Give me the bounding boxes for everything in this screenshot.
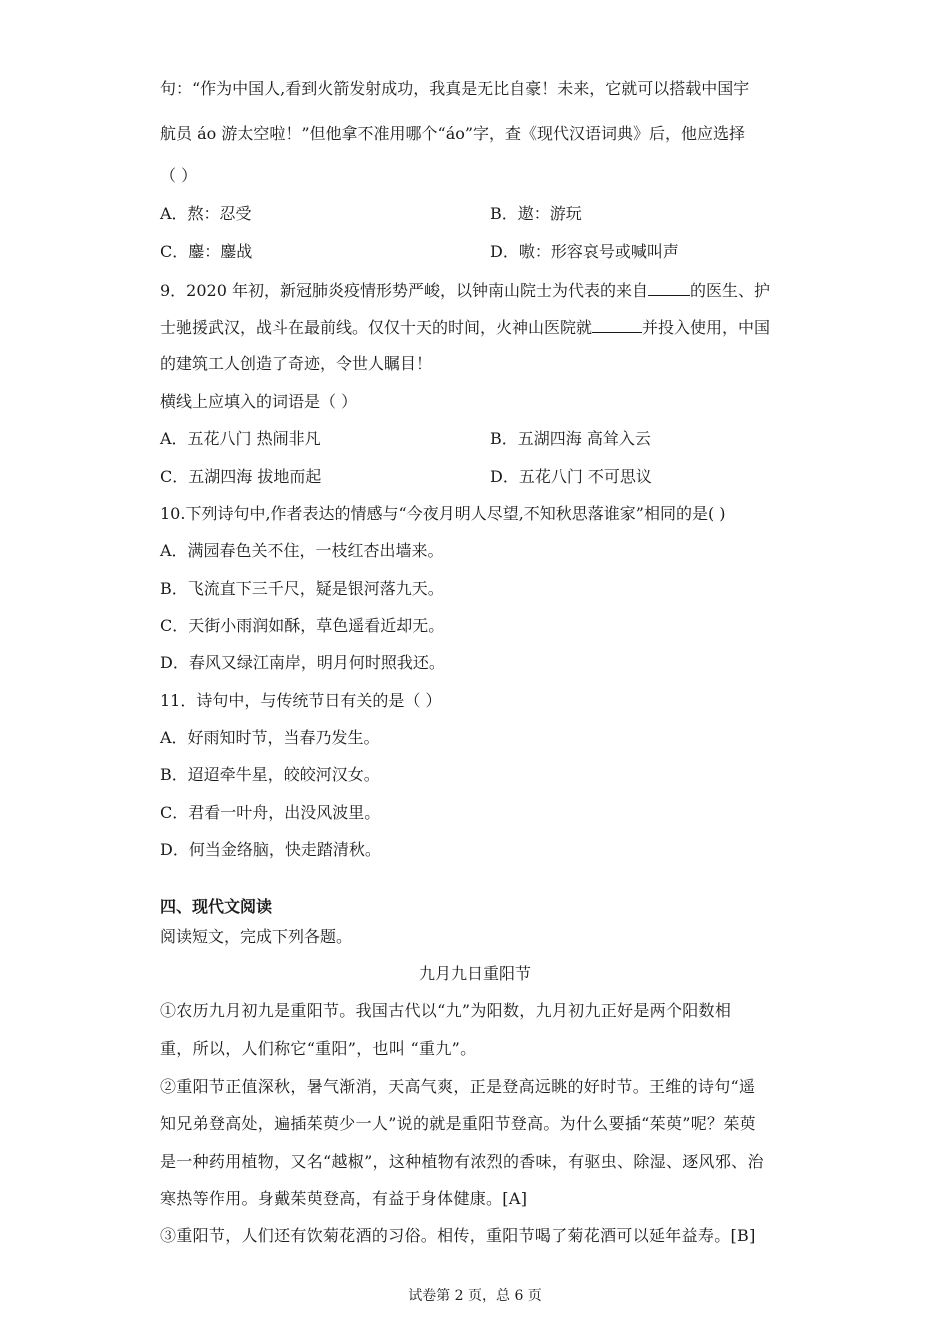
- q9-option-b: B．五湖四海 高耸入云: [490, 429, 651, 448]
- q8-option-c: C．鏖：鏖战: [160, 242, 253, 261]
- q8-line-2: 航员 áo 游太空啦！”但他拿不准用哪个“áo”字，查《现代汉语词典》后，他应选择: [160, 124, 746, 143]
- q11-option-d: D．何当金络脑，快走踏清秋。: [160, 840, 381, 859]
- q10-option-c: C．天街小雨润如酥，草色遥看近却无。: [160, 616, 445, 635]
- q9-option-a: A．五花八门 热闹非凡: [160, 429, 321, 448]
- q9-option-d: D．五花八门 不可思议: [490, 467, 652, 486]
- q9-line-1-text-a: 9．2020 年初，新冠肺炎疫情形势严峻，以钟南山院士为代表的来自: [160, 281, 648, 300]
- q8-line-1: 句：“作为中国人,看到火箭发射成功，我真是无比自豪！未来，它就可以搭载中国宇: [160, 79, 750, 98]
- passage-p2-line-2: 知兄弟登高处，遍插茱萸少一人”说的就是重阳节登高。为什么要插“茱萸”呢？茱萸: [160, 1114, 756, 1133]
- q9-blank-1: [648, 279, 690, 296]
- q11-option-b: B．迢迢牵牛星，皎皎河汉女。: [160, 765, 380, 784]
- q9-line-1-text-b: 的医生、护: [690, 281, 771, 300]
- passage-p3-line-1: ③重阳节，人们还有饮菊花酒的习俗。相传，重阳节喝了菊花酒可以延年益寿。[B]: [160, 1226, 756, 1245]
- q8-answer-paren: （ ）: [160, 166, 198, 185]
- q9-option-c: C．五湖四海 拔地而起: [160, 467, 322, 486]
- q11-option-a: A．好雨知时节，当春乃发生。: [160, 728, 380, 747]
- q9-blank-2: [592, 316, 642, 333]
- page-footer: 试卷第 2 页，总 6 页: [408, 1288, 542, 1304]
- q10-option-a: A．满园春色关不住，一枝红杏出墙来。: [160, 541, 444, 560]
- section-heading: 四、现代文阅读: [160, 897, 273, 916]
- q10-stem: 10.下列诗句中,作者表达的情感与“今夜月明人尽望,不知秋思落谁家”相同的是( ): [160, 504, 726, 523]
- passage-p2-line-3: 是一种药用植物，又名“越椒”，这种植物有浓烈的香味，有驱虫、除湿、逐风邪、治: [160, 1152, 764, 1171]
- q9-line-4: 横线上应填入的词语是（ ）: [160, 392, 358, 411]
- passage-p1-line-1: ①农历九月初九是重阳节。我国古代以“九”为阳数，九月初九正好是两个阳数相: [160, 1001, 732, 1020]
- passage-title: 九月九日重阳节: [418, 964, 531, 983]
- passage-p2-line-4: 寒热等作用。身戴茱萸登高，有益于身体健康。[A]: [160, 1189, 528, 1208]
- q9-line-1: [160, 279, 770, 302]
- q8-option-a: A．熬：忍受: [160, 204, 252, 223]
- q10-option-b: B．飞流直下三千尺，疑是银河落九天。: [160, 579, 444, 598]
- q11-stem: 11．诗句中，与传统节日有关的是（ ）: [160, 691, 442, 710]
- q8-option-b: B．遨：游玩: [490, 204, 582, 223]
- q9-line-2-text-a: 士驰援武汉，战斗在最前线。仅仅十天的时间，火神山医院就: [160, 318, 593, 337]
- section-instruction: 阅读短文，完成下列各题。: [160, 927, 353, 946]
- q9-line-3: 的建筑工人创造了奇迹，令世人瞩目！: [160, 354, 433, 373]
- q11-option-c: C．君看一叶舟，出没风波里。: [160, 803, 381, 822]
- passage-p2-line-1: ②重阳节正值深秋，暑气渐消，天高气爽，正是登高远眺的好时节。王维的诗句“遥: [160, 1077, 756, 1096]
- q9-line-2-text-b: 并投入使用，中国: [642, 318, 771, 337]
- q8-option-d: D．嗷：形容哀号或喊叫声: [490, 242, 679, 261]
- q10-option-d: D．春风又绿江南岸，明月何时照我还。: [160, 653, 445, 672]
- passage-p1-line-2: 重，所以，人们称它“重阳”，也叫 “重九”。: [160, 1039, 477, 1058]
- q9-line-2: [160, 316, 770, 339]
